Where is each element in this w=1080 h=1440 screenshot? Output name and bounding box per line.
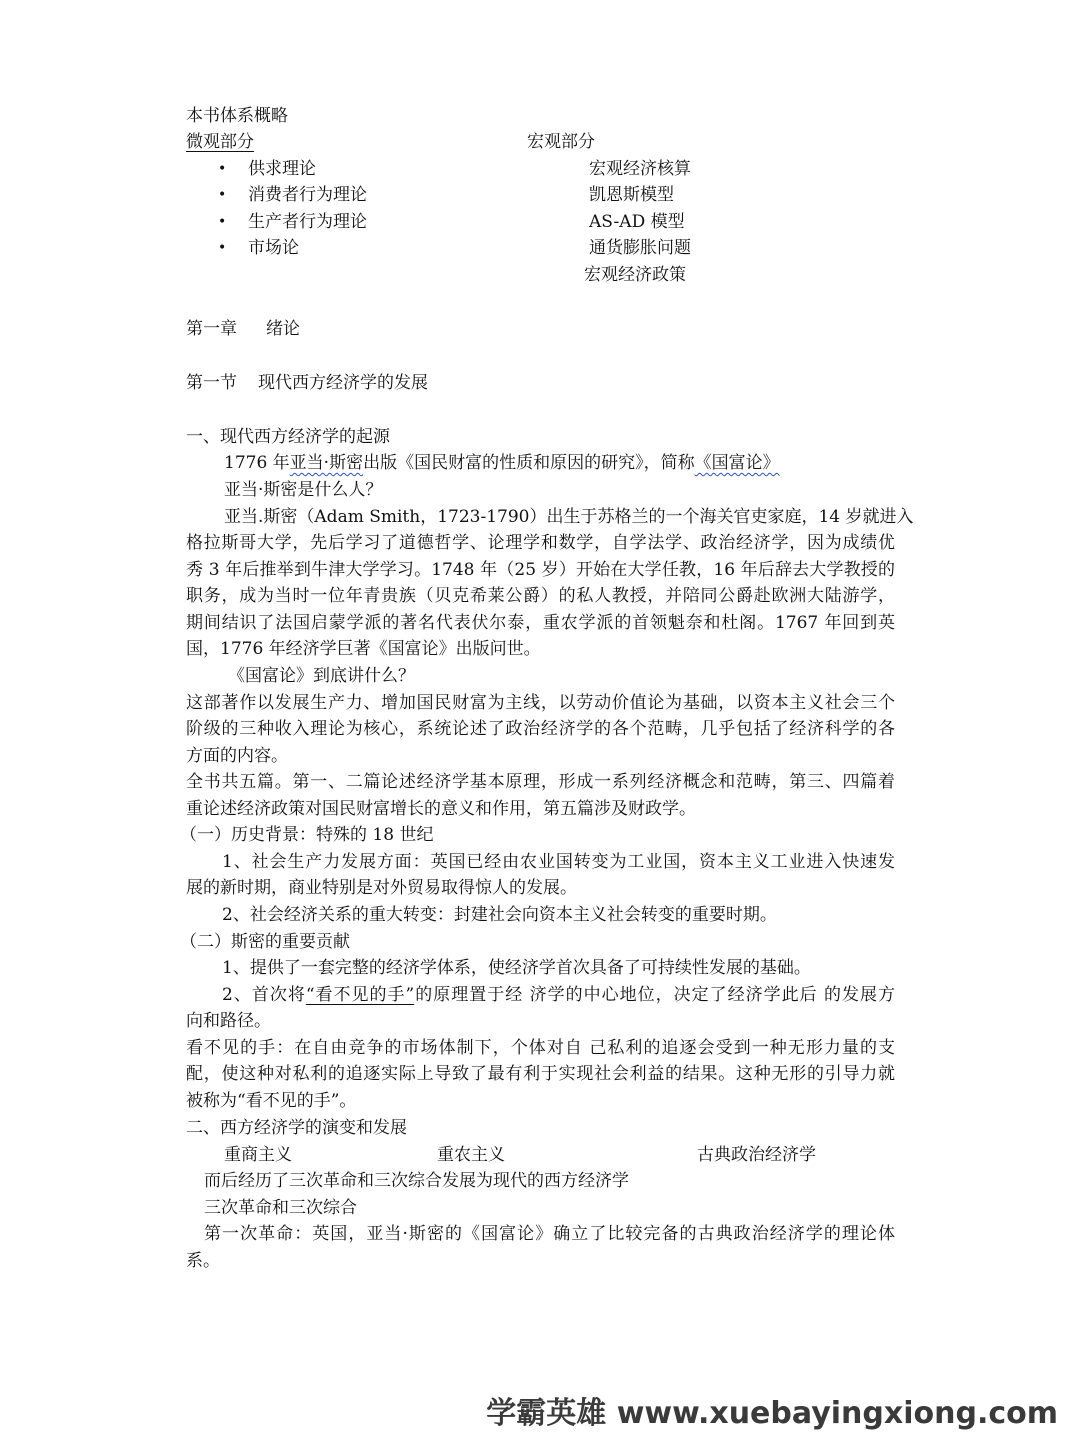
inline-text: 2、首次将	[222, 985, 306, 1005]
sub1-heading: （一）历史背景：特殊的 18 世纪	[180, 825, 434, 845]
adam-smith-name: 亚当·斯密	[289, 453, 364, 473]
list-item: 生产者行为理论	[248, 212, 367, 232]
section-title: 现代西方经济学的发展	[258, 373, 428, 393]
paragraph-line: 被称为“看不见的手”。	[186, 1091, 357, 1111]
paragraph-line: 阶级的三种收入理论为核心，系统论述了政治经济学的各个范畴，几乎包括了经济科学的各	[186, 719, 895, 739]
stage-mercantilism: 重商主义	[224, 1145, 292, 1165]
paragraph-line: 配，使这种对私利的追逐实际上导致了最有利于实现社会利益的结果。这种无形的引导力就	[186, 1064, 895, 1084]
list-item: 市场论	[248, 238, 299, 258]
paragraph-line: 看不见的手：在自由竞争的市场体制下，个体对自 己私利的追逐会受到一种无形力量的支	[186, 1038, 895, 1058]
paragraph-line: 1、提供了一套完整的经济学体系，使经济学首次具备了可持续性发展的基础。	[222, 958, 811, 978]
outline-title: 本书体系概略	[186, 106, 288, 126]
wealth-of-nations-title: 《国富论》	[694, 453, 780, 473]
paragraph-line: 系。	[186, 1251, 220, 1271]
paragraph-line: 1、社会生产力发展方面：英国已经由农业国转变为工业国，资本主义工业进入快速发	[222, 852, 895, 872]
chapter-label: 第一章	[186, 319, 237, 339]
list-item: 凯恩斯模型	[589, 185, 674, 205]
section-label: 第一节	[186, 373, 237, 393]
intro-line	[224, 450, 780, 476]
paragraph-line: 方面的内容。	[186, 746, 288, 766]
list-item: 通货膨胀问题	[589, 238, 691, 258]
paragraph-line: 职务，成为当时一位年青贵族（贝克希莱公爵）的私人教授，并陪同公爵赴欧洲大陆游学，	[186, 586, 895, 606]
question-what: 《国富论》到底讲什么？	[228, 666, 415, 686]
paragraph-line: 2、社会经济关系的重大转变：封建社会向资本主义社会转变的重要时期。	[222, 905, 777, 925]
paragraph-line: 三次革命和三次综合	[204, 1198, 357, 1218]
site-watermark	[486, 1394, 1058, 1434]
part1-heading: 一、现代西方经济学的起源	[186, 427, 390, 447]
list-item: 供求理论	[248, 159, 316, 179]
paragraph-line: 秀 3 年后推举到牛津大学学习。1748 年（25 岁）开始在大学任教，16 年后辞去大学教授的	[186, 560, 895, 580]
paragraph-line: 第一次革命：英国，亚当·斯密的《国富论》确立了比较完备的古典政治经济学的理论体	[204, 1224, 895, 1244]
intro-year: 1776 年	[224, 453, 290, 473]
watermark-url: www.xuebayingxiong.com	[616, 1396, 1058, 1431]
paragraph-line: 国，1776 年经济学巨著《国富论》出版问世。	[186, 639, 541, 659]
invisible-hand-term: “看不见的手”	[305, 985, 415, 1005]
paragraph-line: 格拉斯哥大学，先后学习了道德哲学、论理学和数学，自学法学、政治经济学，因为成绩优	[186, 533, 895, 553]
part2-heading: 二、西方经济学的演变和发展	[186, 1118, 407, 1138]
watermark-brand: 学霸英雄	[486, 1396, 607, 1431]
bullet-icon: •	[218, 214, 227, 230]
paragraph-line: 向和路径。	[186, 1011, 271, 1031]
stage-classical-economics: 古典政治经济学	[697, 1145, 816, 1165]
chapter-title: 绪论	[266, 319, 300, 339]
micro-heading: 微观部分	[186, 132, 254, 152]
macro-heading: 宏观部分	[527, 132, 595, 152]
bullet-icon: •	[218, 187, 227, 203]
paragraph-line: 展的新时期，商业特别是对外贸易取得惊人的发展。	[186, 878, 577, 898]
inline-text: 的原理置于经 济学的中心地位，决定了经济学此后 的发展方	[414, 985, 895, 1005]
stage-physiocracy: 重农主义	[437, 1145, 505, 1165]
question-who: 亚当·斯密是什么人？	[224, 480, 383, 500]
list-item: 宏观经济核算	[589, 159, 691, 179]
paragraph-line	[222, 982, 895, 1008]
paragraph-line: 而后经历了三次革命和三次综合发展为现代的西方经济学	[204, 1171, 629, 1191]
paragraph-line: 重论述经济政策对国民财富增长的意义和作用，第五篇涉及财政学。	[186, 799, 696, 819]
paragraph-line: 这部著作以发展生产力、增加国民财富为主线，以劳动价值论为基础，以资本主义社会三个	[186, 693, 895, 713]
intro-text: 出版《国民财富的性质和原因的研究》，简称	[363, 453, 695, 473]
list-item: 宏观经济政策	[584, 265, 686, 285]
bullet-icon: •	[218, 161, 227, 177]
list-item: AS-AD 模型	[589, 212, 685, 232]
paragraph-line: 全书共五篇。第一、二篇论述经济学基本原理，形成一系列经济概念和范畴，第三、四篇着	[186, 772, 895, 792]
sub2-heading: （二）斯密的重要贡献	[180, 932, 350, 952]
bullet-icon: •	[218, 240, 227, 256]
list-item: 消费者行为理论	[248, 185, 367, 205]
paragraph-line: 亚当.斯密（Adam Smith，1723-1790）出生于苏格兰的一个海关官吏家庭，14 岁就进入	[224, 507, 914, 527]
paragraph-line: 期间结识了法国启蒙学派的著名代表伏尔泰，重农学派的首领魁奈和杜阁。1767 年回到英	[186, 613, 895, 633]
